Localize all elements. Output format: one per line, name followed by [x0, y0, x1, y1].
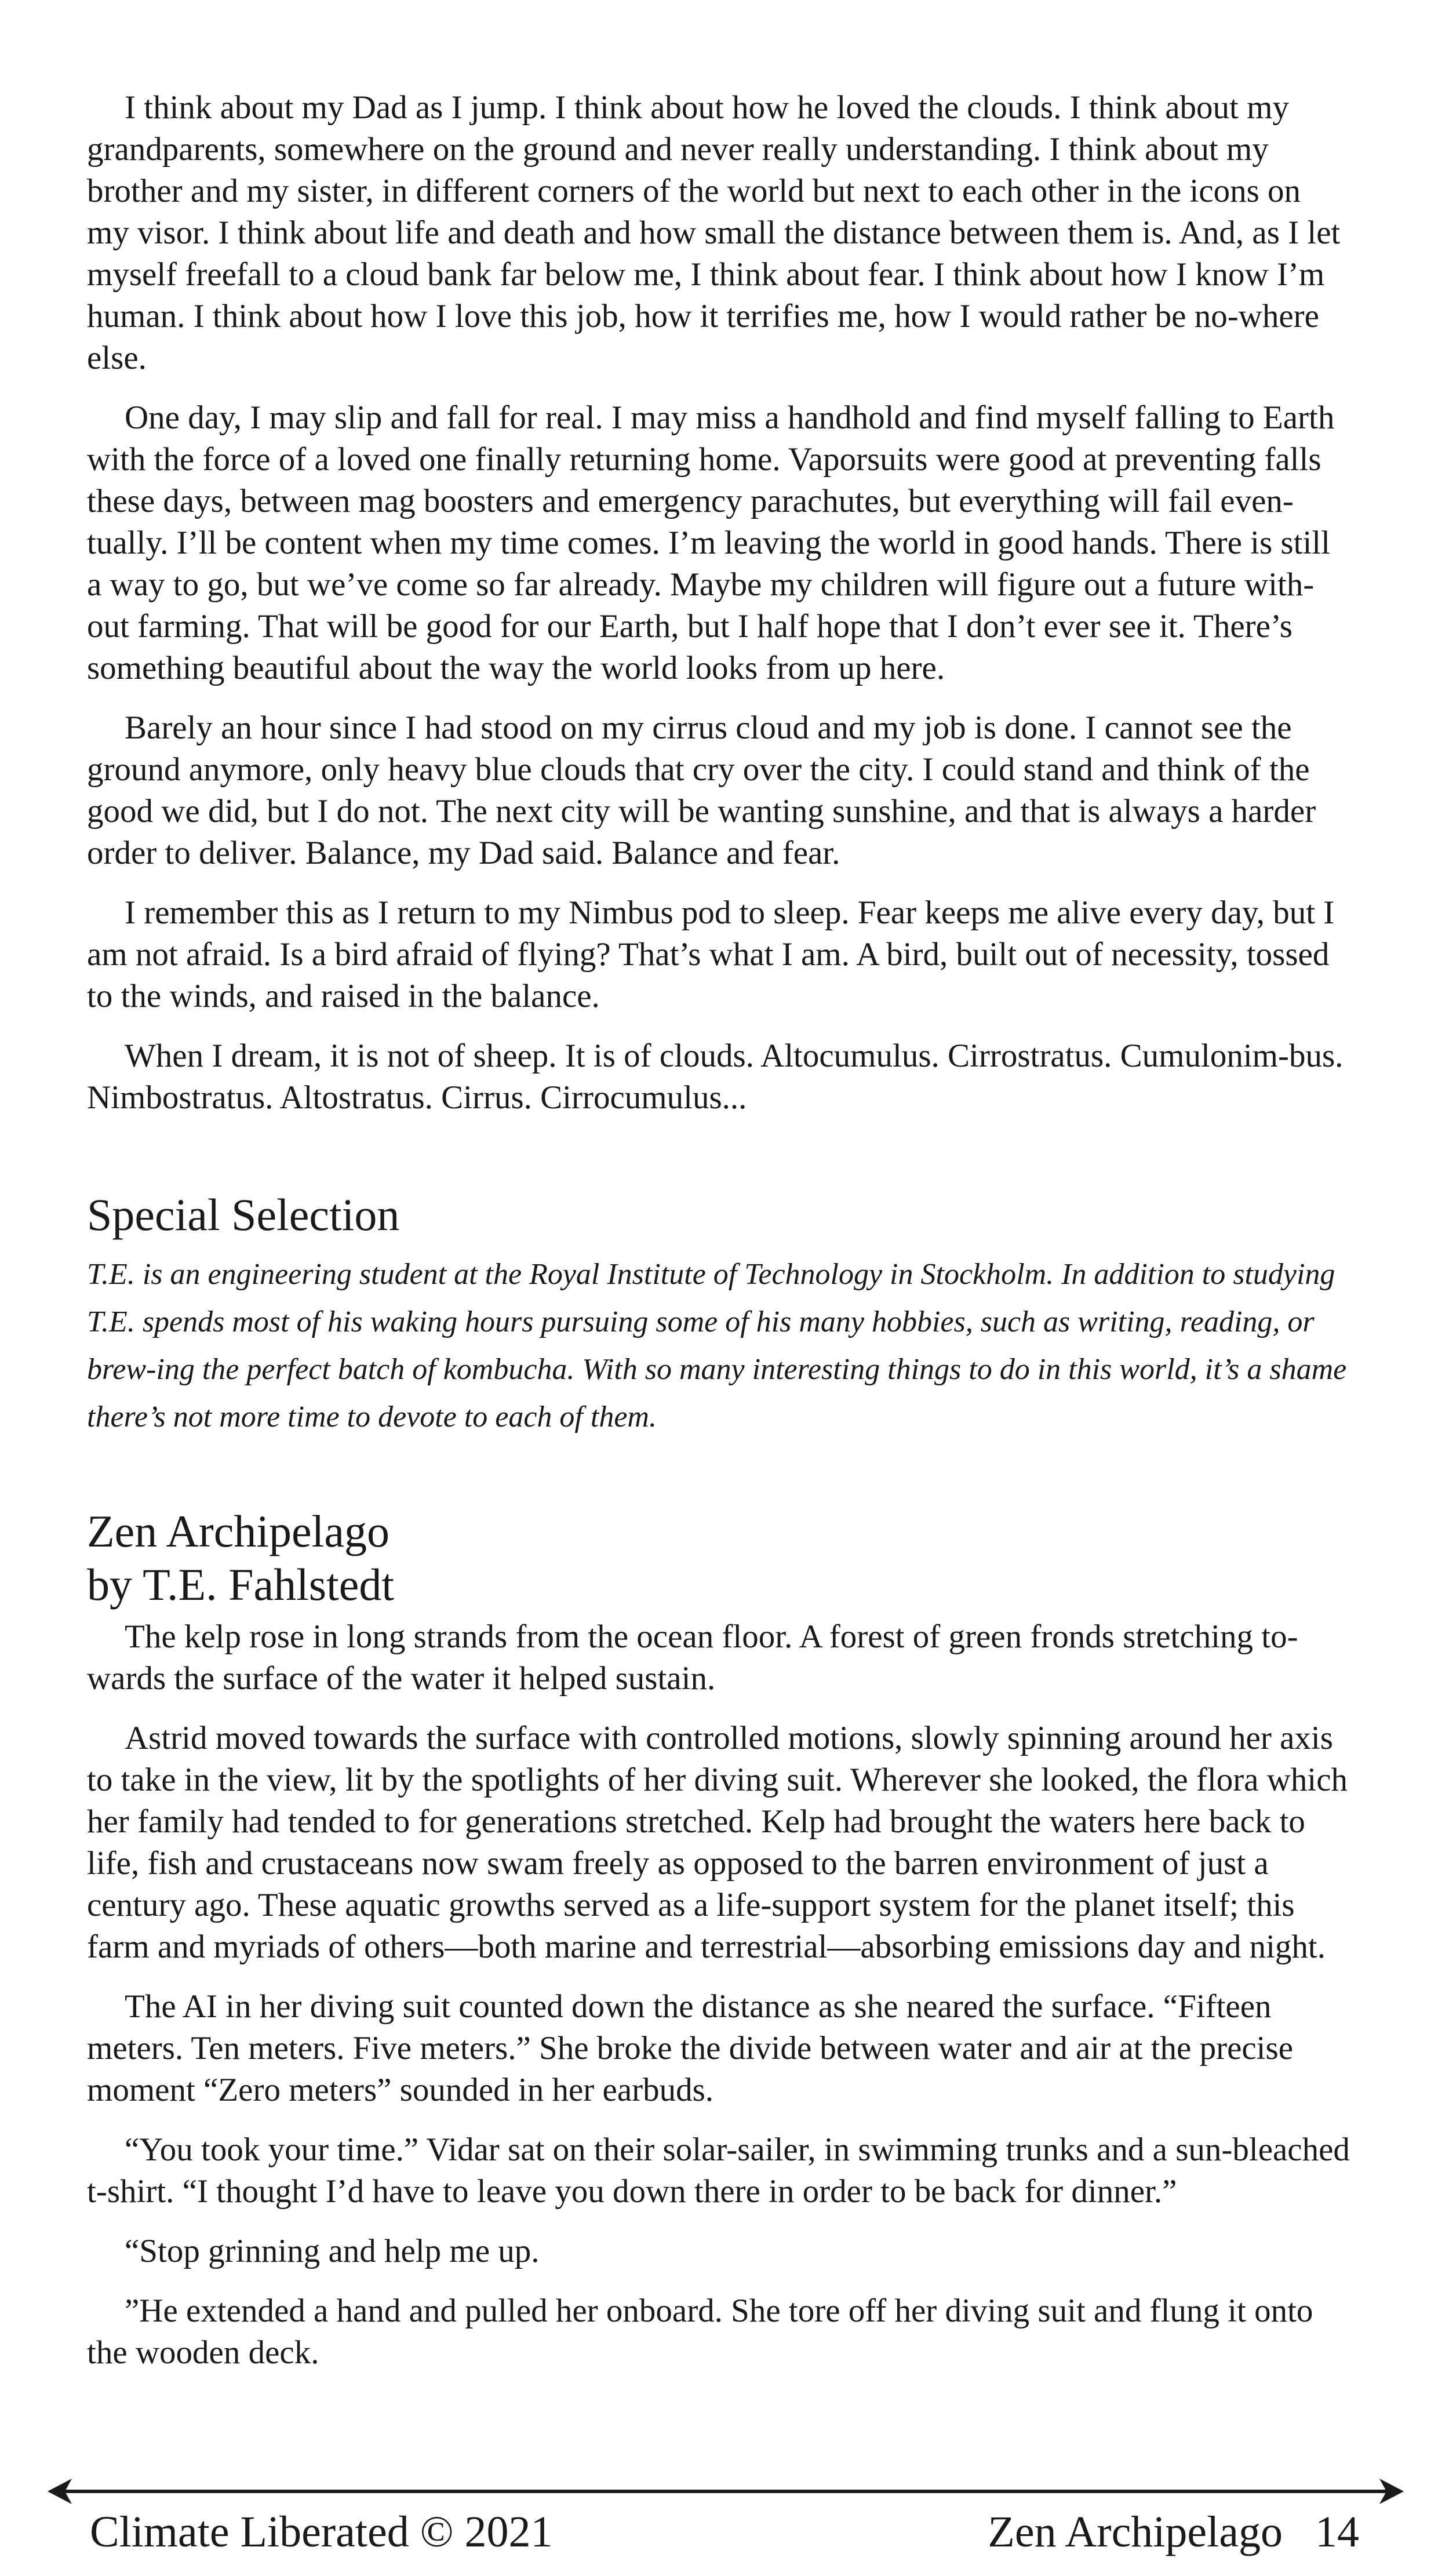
footer-section-title: Zen Archipelago [988, 2507, 1283, 2556]
author-bio: T.E. is an engineering student at the Royal Institute of Technology in Stockholm. In addition to studying T.E. spends most of his waking hours pursuing some of his many hobbies, such as writing, reading, or brew-ing the perfect batch of kombucha. With so many interesting things to do in this world, it’s a shame there’s not more time to devote to each of them. [87, 1258, 1347, 1433]
paragraph: The AI in her diving suit counted down the distance as she neared the surface. “Fifteen meters. Ten meters. Five meters.” She broke the divide between water and air at the precise moment “Zero meters” sounded in her earbuds. [87, 1988, 1294, 2108]
special-selection [87, 1188, 1350, 1441]
story-body [87, 1616, 1350, 2374]
paragraph: When I dream, it is not of sheep. It is of clouds. Altocumulus. Cirrostratus. Cumulonim-bus. Nimbostratus. Altostratus. Cirrus. Cirrocumulus... [87, 1038, 1344, 1116]
story-header [87, 1505, 1350, 1611]
paragraph: I think about my Dad as I jump. I think about how he loved the clouds. I think about my grandparents, somewhere on the ground and never really understanding. I think about my brother and my sister, in different corners of the world but next to each other in the icons on my visor. I think about life and death and how small the distance between them is. And, as I let myself freefall to a cloud bank far below me, I think about fear. I think about how I know I’m human. I think about how I love this job, how it terrifies me, how I would rather be no-where else. [87, 89, 1341, 376]
footer-right [988, 2507, 1359, 2557]
page-content [87, 87, 1350, 2374]
paragraph: “You took your time.” Vidar sat on their solar-sailer, in swimming trunks and a sun-bleached t-shirt. “I thought I’d have to leave you down there in order to be back for dinner.” [87, 2131, 1350, 2210]
paragraph: “Stop grinning and help me up. [125, 2233, 540, 2269]
footer-publication: Climate Liberated © 2021 [90, 2507, 553, 2556]
page-footer [90, 2503, 1359, 2561]
story-byline: by T.E. Fahlstedt [87, 1559, 395, 1610]
story-continuation [87, 87, 1350, 1119]
paragraph: ”He extended a hand and pulled her onboard. She tore off her diving suit and flung it onto the wooden deck. [87, 2293, 1313, 2371]
paragraph: Astrid moved towards the surface with controlled motions, slowly spinning around her axis to take in the view, lit by the spotlights of her diving suit. Wherever she looked, the flora which her family had tended to for generations stretched. Kelp had brought the waters here back to life, fish and crustaceans now swam freely as opposed to the barren environment of just a century ago. These aquatic growths served as a life-support system for the planet itself; this farm and myriads of others—both marine and terrestrial—absorbing emissions day and night. [87, 1720, 1348, 1965]
section-heading: Special Selection [87, 1189, 400, 1240]
paragraph: The kelp rose in long strands from the ocean floor. A forest of green fronds stretching to-wards the surface of the water it helped sustain. [87, 1618, 1298, 1697]
paragraph: One day, I may slip and fall for real. I may miss a handhold and find myself falling to Earth with the force of a loved one finally returning home. Vaporsuits were good at preventing falls these days, between mag boosters and emergency parachutes, but everything will fail even-tually. I’ll be content when my time comes. I’m leaving the world in good hands. There is still a way to go, but we’ve come so far already. Maybe my children will figure out a future with-out farming. That will be good for our Earth, but I half hope that I don’t ever see it. There’s something beautiful about the way the world looks from up here. [87, 399, 1335, 686]
story-title: Zen Archipelago [87, 1506, 389, 1556]
page-number: 14 [1315, 2507, 1359, 2556]
paragraph: I remember this as I return to my Nimbus pod to sleep. Fear keeps me alive every day, but I am not afraid. Is a bird afraid of flying? That’s what I am. A bird, built out of necessity, tossed to the winds, and raised in the balance. [87, 894, 1335, 1014]
paragraph: Barely an hour since I had stood on my cirrus cloud and my job is done. I cannot see the ground anymore, only heavy blue clouds that cry over the city. I could stand and think of the good we did, but I do not. The next city will be wanting sunshine, and that is always a harder order to deliver. Balance, my Dad said. Balance and fear. [87, 710, 1316, 871]
